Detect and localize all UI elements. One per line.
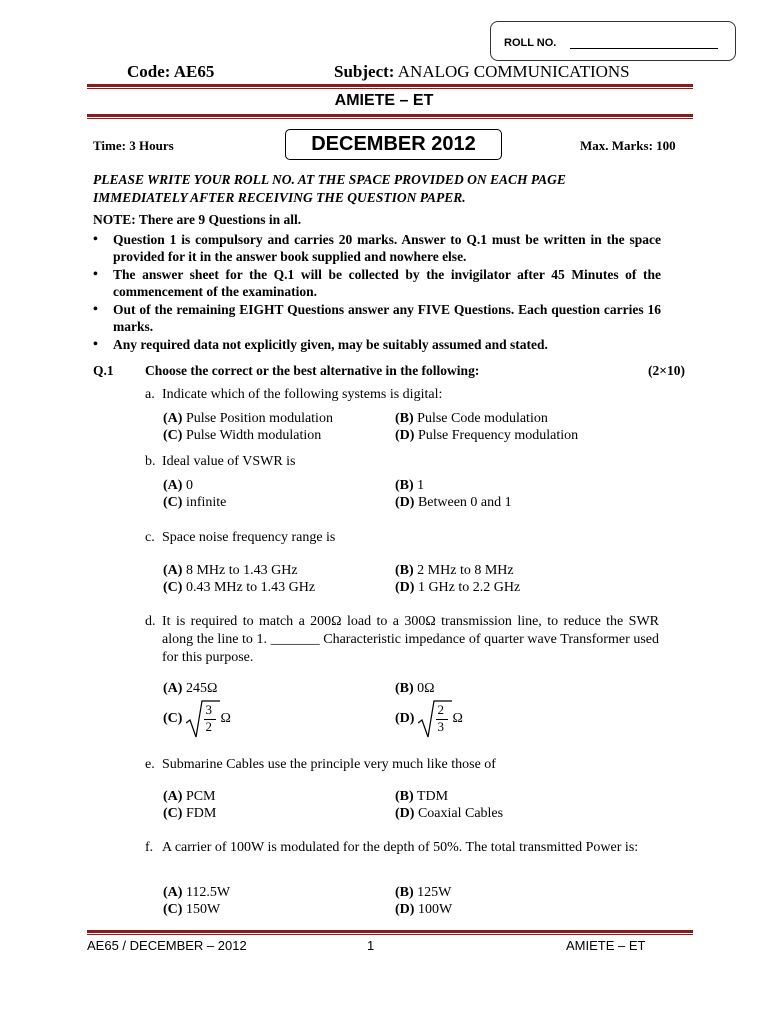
option-c-D: (D) 1 GHz to 2.2 GHz: [395, 580, 521, 595]
question-number: Q.1: [93, 363, 114, 378]
instruction-item: • Question 1 is compulsory and carries 20 marks. Answer to Q.1 must be written in the space provided for it in the answer book supplied and nowhere else.: [93, 231, 661, 265]
part-text: A carrier of 100W is modulated for the depth of 50%. The total transmitted Power is:: [162, 840, 639, 855]
option-e-C: (C) FDM: [163, 806, 217, 821]
subject-name: ANALOG COMMUNICATIONS: [397, 62, 630, 81]
option-b-D: (D) Between 0 and 1: [395, 495, 512, 510]
subject-label: Subject:: [334, 62, 395, 81]
header-rule-thick-2: [87, 114, 693, 117]
part-label: e.: [145, 757, 155, 772]
instruction-list: [93, 231, 661, 354]
option-a-A: (A) Pulse Position modulation: [163, 411, 333, 426]
part-label: d.: [145, 614, 156, 629]
paper-code: Code: AE65: [127, 62, 215, 81]
max-marks: Max. Marks: 100: [580, 138, 676, 153]
roll-instruction: PLEASE WRITE YOUR ROLL NO. AT THE SPACE PROVIDED ON EACH PAGE IMMEDIATELY AFTER RECEIVING THE QUESTION PAPER.: [93, 172, 566, 205]
part-text: Indicate which of the following systems is digital:: [162, 387, 443, 402]
option-d-C: (C) 3 2 Ω: [163, 699, 231, 739]
option-d-D: (D) 2 3 Ω: [395, 699, 463, 739]
option-c-C: (C) 0.43 MHz to 1.43 GHz: [163, 580, 316, 595]
exam-session: DECEMBER 2012: [285, 129, 502, 160]
page-number: 1: [367, 938, 375, 953]
footer-code: AE65 / DECEMBER – 2012: [87, 938, 247, 953]
option-e-A: (A) PCM: [163, 789, 216, 804]
question-part-b: [145, 453, 659, 471]
roll-number-label: ROLL NO.: [504, 37, 557, 49]
question-part-a: [145, 386, 659, 404]
option-c-A: (A) 8 MHz to 1.43 GHz: [163, 563, 298, 578]
option-f-D: (D) 100W: [395, 902, 453, 917]
footer-rule-thick: [87, 930, 693, 933]
header-rule-thin: [87, 88, 693, 89]
question-part-f: [145, 839, 645, 857]
part-text: It is required to match a 200Ω load to a 300Ω transmission line, to reduce the SWR along the line to 1. _______ Characteristic impedance of quarter wave Transformer used for this purpose.: [162, 614, 659, 665]
option-f-A: (A) 112.5W: [163, 885, 231, 900]
sqrt-fraction: 3 2: [186, 699, 228, 739]
option-a-C: (C) Pulse Width modulation: [163, 428, 322, 443]
question-part-d: [145, 613, 659, 667]
part-label: c.: [145, 530, 155, 545]
sqrt-fraction: 2 3: [418, 699, 460, 739]
part-text: Submarine Cables use the principle very much like those of: [162, 757, 496, 772]
part-label: a.: [145, 387, 155, 402]
option-a-D: (D) Pulse Frequency modulation: [395, 428, 579, 443]
footer-program: AMIETE – ET: [566, 938, 646, 953]
exam-duration: Time: 3 Hours: [93, 138, 174, 153]
instruction-item: • The answer sheet for the Q.1 will be collected by the invigilator after 45 Minutes of the commencement of the examination.: [93, 266, 661, 300]
question-stem: Choose the correct or the best alternative in the following:: [145, 363, 480, 378]
instruction-item: • Any required data not explicitly given, may be suitably assumed and stated.: [93, 336, 661, 353]
question-part-e: [145, 756, 659, 774]
header-rule-thick: [87, 84, 693, 87]
option-f-C: (C) 150W: [163, 902, 221, 917]
option-e-D: (D) Coaxial Cables: [395, 806, 504, 821]
option-c-B: (B) 2 MHz to 8 MHz: [395, 563, 514, 578]
header-rule-thin-2: [87, 118, 693, 119]
paper-subject: [334, 62, 630, 82]
program-title: AMIETE – ET: [334, 92, 434, 109]
part-text: Ideal value of VSWR is: [162, 454, 296, 469]
option-a-B: (B) Pulse Code modulation: [395, 411, 548, 426]
note: NOTE: There are 9 Questions in all.: [93, 212, 302, 227]
option-e-B: (B) TDM: [395, 789, 449, 804]
footer-rule-thin: [87, 934, 693, 935]
option-b-C: (C) infinite: [163, 495, 227, 510]
option-f-B: (B) 125W: [395, 885, 452, 900]
roll-number-blank: [570, 48, 718, 49]
part-text: Space noise frequency range is: [162, 530, 336, 545]
question-marks: (2×10): [648, 363, 685, 378]
question-part-c: [145, 529, 659, 547]
option-d-A: (A) 245Ω: [163, 681, 218, 696]
instruction-item: • Out of the remaining EIGHT Questions answer any FIVE Questions. Each question carries 16 marks.: [93, 301, 661, 335]
part-label: f.: [145, 840, 154, 855]
option-d-B: (B) 0Ω: [395, 681, 435, 696]
part-label: b.: [145, 454, 156, 469]
option-b-B: (B) 1: [395, 478, 425, 493]
option-b-A: (A) 0: [163, 478, 193, 493]
